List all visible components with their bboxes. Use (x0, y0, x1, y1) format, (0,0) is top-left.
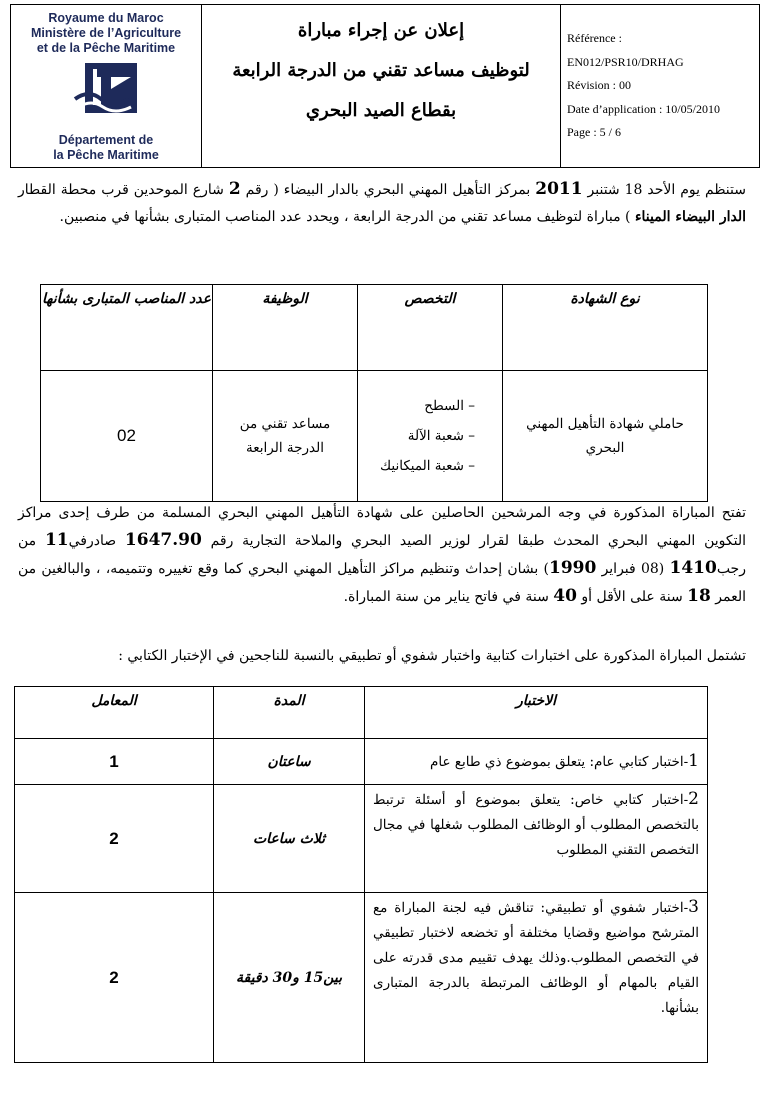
ministry-block (11, 5, 202, 167)
ministry-logo-icon (71, 59, 141, 117)
intro-paragraph: ستنظم يوم الأحد 18 شتنبر 2011 بمركز التأهيل المهني البحري بالدار البيضاء ( رقم 2 شارع الموحدين قرب محطة القطار الدار البيضاء الميناء ) مباراة لتوظيف مساعد تقني من الدرجة الرابعة ، ويحدد عدد المناصب المتبارى بشأنها في منصبين. (18, 179, 746, 225)
list-item: – السطح (424, 398, 475, 414)
table-header-row (41, 285, 708, 371)
table-row (41, 371, 708, 502)
announcement-title: إعلان عن إجراء مباراة لتوظيف مساعد تقني من الدرجة الرابعة بقطاع الصيد البحري (202, 5, 561, 167)
col-certificate: نوع الشهادة (503, 285, 708, 371)
coefficient-cell: 2 (15, 893, 214, 1063)
ministry-name: Royaume du Maroc Ministère de l’Agriculture et de la Pêche Maritime (30, 11, 182, 55)
table-header-row (15, 687, 708, 739)
exam-cell: 2-اختبار كتابي خاص: يتعلق بموضوع أو أسئلة ترتبط بالتخصص المطلوب أو الوظائف المطلوب شغلها في مجال التخصص التقني المطلوب (365, 785, 708, 893)
specialty-cell (358, 371, 503, 502)
coefficient-cell: 2 (15, 785, 214, 893)
certificate-cell: حاملي شهادة التأهيل المهني البحري (503, 371, 708, 502)
col-duration: المدة (214, 687, 365, 739)
document-meta (561, 5, 759, 167)
positions-table (40, 284, 708, 502)
table-row (15, 893, 708, 1063)
eligibility-paragraph: تفتح المباراة المذكورة في وجه المرشحين الحاصلين على شهادة التأهيل المهني البحري المسلمة من طرف إحدى مراكز التكوين المهني البحري المحدث طبقا لقرار لوزير الصيد البحري والملاحة التجارية رقم 1647.90 صادرفي11 من رجب1410 (08 فبراير 1990) بشان إحداث وتنظيم مراكز التأهيل المهني البحري كما وقع تغييره وتتميمه، ، والبالغين من العمر 18 سنة على الأقل أو 40 سنة في فاتح يناير من سنة المباراة. (18, 505, 746, 606)
exams-intro: تشتمل المباراة المذكورة على اختبارات كتابية واختبار شفوي أو تطبيقي بالنسبة للناجحين في الإختبار الكتابي : (118, 648, 746, 664)
exams-table (14, 686, 708, 1063)
table-row (15, 785, 708, 893)
duration-cell: ثلاث ساعات (214, 785, 365, 893)
department-name: Département de la Pêche Maritime (53, 133, 159, 162)
duration-cell: ساعتان (214, 739, 365, 785)
count-cell: 02 (41, 371, 213, 502)
revision: Révision : 00 (567, 78, 632, 92)
reference-value: EN012/PSR10/DRHAG (567, 54, 684, 69)
application-date: Date d’application : 10/05/2010 (567, 101, 720, 116)
table-row (15, 739, 708, 785)
coefficient-cell: 1 (15, 739, 214, 785)
document-header (10, 4, 760, 168)
position-cell: مساعد تقني من الدرجة الرابعة (213, 371, 358, 502)
col-position: الوظيفة (213, 285, 358, 371)
col-exam: الاختبار (365, 687, 708, 739)
reference-label: Référence : (567, 31, 622, 45)
col-specialty: التخصص (358, 285, 503, 371)
list-item: – شعبة الآلة (407, 428, 475, 444)
col-count: عدد المناصب المتبارى بشأنها (41, 285, 213, 371)
list-item: – شعبة الميكانيك (380, 458, 475, 474)
page-number: Page : 5 / 6 (567, 125, 621, 139)
exam-cell: 3-اختبار شفوي أو تطبيقي: تناقش فيه لجنة المباراة مع المترشح مواضيع وقضايا مختلفة أو تخضعه لاختبار تطبيقي في التخصص المطلوب.وذلك يهدف تقييم مدى قدرته على القيام بالمهام أو الوظائف المرتبطة بالدرجة المتبارى بشأنها. (365, 893, 708, 1063)
specialty-list (359, 394, 501, 478)
exam-cell: 1-اختبار كتابي عام: يتعلق بموضوع ذي طابع عام (365, 739, 708, 785)
col-coefficient: المعامل (15, 687, 214, 739)
duration-cell: بين15 و30 دقيقة (214, 893, 365, 1063)
